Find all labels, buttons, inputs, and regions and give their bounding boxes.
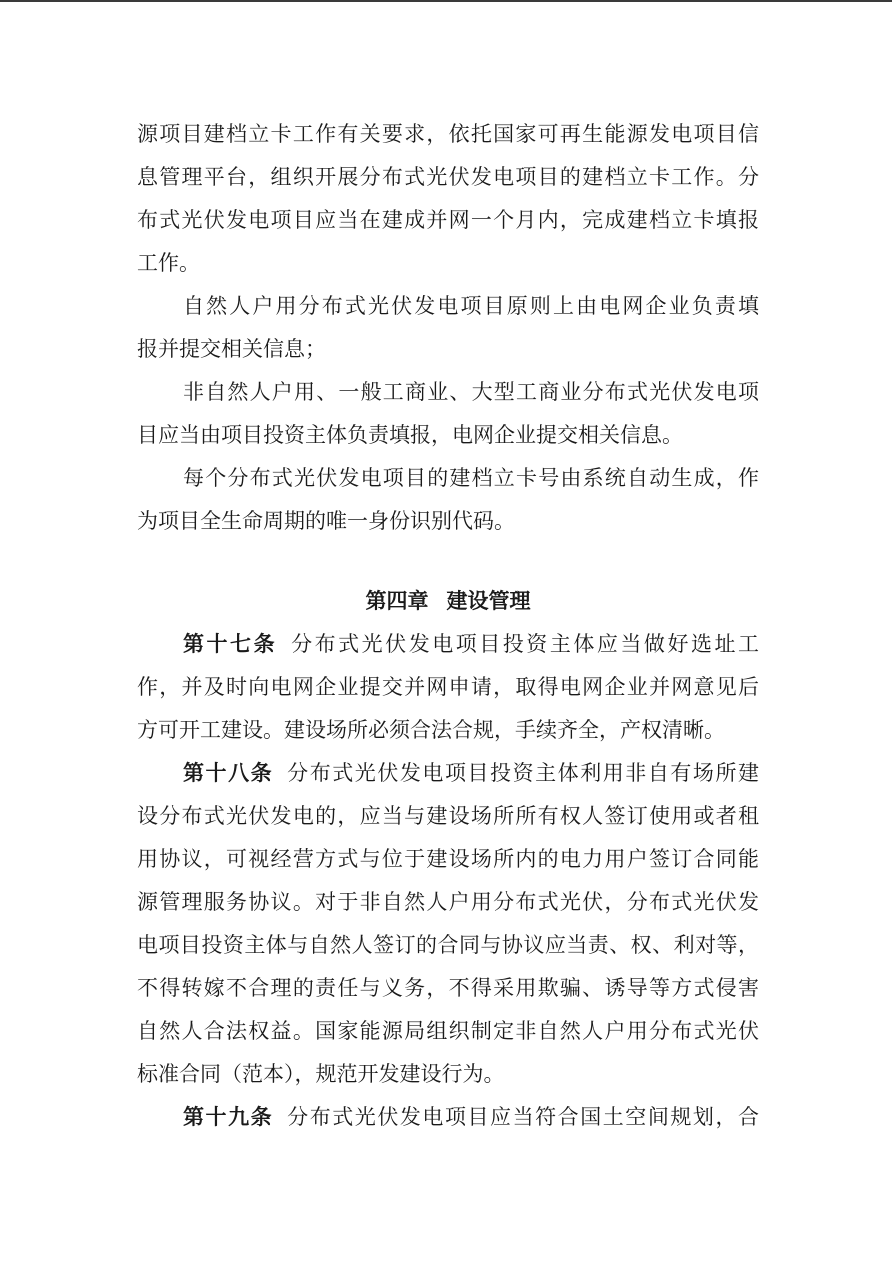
chapter-heading [137, 585, 759, 628]
text-line: 源管理服务协议。对于非自然人户用分布式光伏，分布式光伏发 [137, 890, 759, 914]
text-line: 作，并及时向电网企业提交并网申请，取得电网企业并网意见后 [137, 675, 759, 699]
article-text: 分布式光伏发电项目应当符合国土空间规划，合 [287, 1105, 759, 1129]
text-line: 自然人户用分布式光伏发电项目原则上由电网企业负责填 [183, 294, 759, 318]
text-line: 方可开工建设。建设场所必须合法合规，手续齐全，产权清晰。 [137, 718, 725, 742]
document-page [137, 118, 759, 1144]
text-line: 目应当由项目投资主体负责填报，电网企业提交相关信息。 [137, 423, 683, 447]
text-line [137, 757, 759, 800]
paragraph-residential-filing [137, 290, 759, 376]
text-line: 报并提交相关信息； [137, 337, 326, 361]
text-line: 设分布式光伏发电的，应当与建设场所所有权人签订使用或者租 [137, 804, 759, 828]
text-line: 电项目投资主体与自然人签订的合同与协议应当责、权、利对等， [137, 933, 759, 957]
text-line [137, 628, 759, 671]
article-19 [137, 1101, 759, 1144]
paragraph-filing-requirements [137, 118, 759, 290]
article-18 [137, 757, 759, 1101]
text-line: 息管理平台，组织开展分布式光伏发电项目的建档立卡工作。分 [137, 165, 759, 189]
text-line: 不得转嫁不合理的责任与义务，不得采用欺骗、诱导等方式侵害 [137, 976, 759, 1000]
article-title: 第十九条 [183, 1105, 274, 1129]
chapter-number: 第四章 [365, 589, 429, 613]
chapter-title: 建设管理 [446, 589, 531, 613]
section-gap [137, 548, 759, 585]
article-text: 分布式光伏发电项目投资主体应当做好选址工 [291, 632, 759, 656]
text-line: 工作。 [137, 251, 200, 275]
article-title: 第十八条 [183, 761, 274, 785]
text-line: 标准合同（范本），规范开发建设行为。 [137, 1062, 505, 1086]
article-text: 分布式光伏发电项目投资主体利用非自有场所建 [287, 761, 759, 785]
text-line: 源项目建档立卡工作有关要求，依托国家可再生能源发电项目信 [137, 122, 759, 146]
top-border-line [0, 0, 892, 2]
text-line: 每个分布式光伏发电项目的建档立卡号由系统自动生成，作 [183, 466, 759, 490]
text-line: 自然人合法权益。国家能源局组织制定非自然人户用分布式光伏 [137, 1019, 759, 1043]
paragraph-filing-number [137, 462, 759, 548]
article-17 [137, 628, 759, 757]
paragraph-non-residential-filing [137, 376, 759, 462]
text-line: 非自然人户用、一般工商业、大型工商业分布式光伏发电项 [183, 380, 759, 404]
article-title: 第十七条 [183, 632, 278, 656]
text-line: 用协议，可视经营方式与位于建设场所内的电力用户签订合同能 [137, 847, 759, 871]
text-line: 为项目全生命周期的唯一身份识别代码。 [137, 509, 515, 533]
text-line: 布式光伏发电项目应当在建成并网一个月内，完成建档立卡填报 [137, 208, 759, 232]
text-line [137, 1101, 759, 1144]
